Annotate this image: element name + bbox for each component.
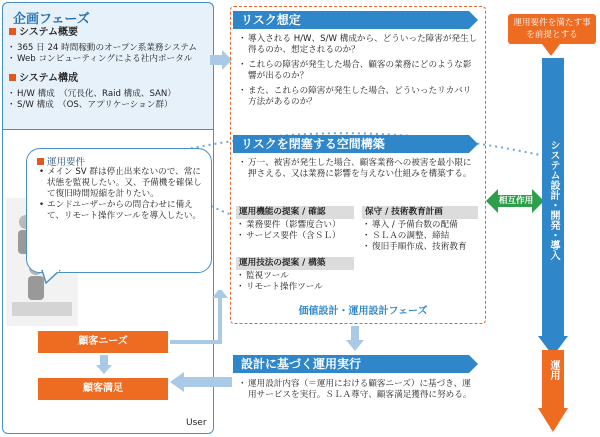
risk-space-list	[240, 158, 478, 180]
user-label: User	[186, 418, 207, 428]
ops-tech-list	[238, 271, 356, 293]
ops-execution-item: ・ 運用設計内容（＝運用における顧客ニーズ）に基づき、運用サービスを実行。ＳＬＡ尊守、顧客満足獲得に努める。	[240, 379, 478, 401]
ops-function-header: 運用機能の提案 / 確認	[236, 206, 354, 219]
config-item: ・ H/W 構成 （冗長化、Raid 構成、SAN）	[9, 89, 214, 100]
planning-phase-title: 企画フェーズ	[13, 12, 90, 27]
customer-needs-box: 顧客ニーズ	[38, 331, 168, 353]
risk-space-item: ・ 万一、被害が発生した場合、顧客業務への被害を最小限に押さえる、又は業務に影響を与えない仕組みを構築する。	[240, 158, 478, 180]
bubble-tail	[40, 270, 64, 284]
maintenance-list	[364, 220, 482, 253]
arrow-needs-to-design	[170, 290, 234, 350]
ops-function-item: ・ サービス要件（含ＳＬ）	[238, 231, 356, 242]
overview-item: ・ Web コンピューティングによる社内ポータル	[9, 54, 214, 65]
config-item: ・ S/W 構成 （OS、アプリケーション群）	[9, 100, 214, 111]
system-overview-title: システム概要	[9, 27, 78, 38]
operation-label: 運用	[548, 360, 559, 380]
arrow-needs-to-satisfaction	[96, 355, 112, 375]
ops-requirement-item: • エンドユーザーからの問合わせに備えて、リモート操作ツールを導入したい。	[39, 200, 207, 222]
ops-requirement-item: • メイン SV 群は停止出来ないので、常に状態を監視したい。又、予備機を確保して復旧時間短縮を計りたい。	[39, 167, 207, 200]
value-design-label: 価値設計・運用設計フェーズ	[298, 306, 428, 317]
risk-item: ・ これらの障害が発生した場合、顧客の業務にどのような影響が出るのか？	[240, 60, 478, 82]
ops-tech-item: ・ リモート操作ツール	[238, 282, 356, 293]
maintenance-header: 保守 / 技術教育計画	[362, 206, 478, 219]
ops-tech-item: ・ 監視ツール	[238, 271, 356, 282]
premise-box: 運用要件を満たす事を前提とする	[508, 14, 596, 44]
customer-satisfaction-box: 顧客満足	[38, 378, 168, 400]
ops-requirements-title: 運用要件	[37, 154, 85, 168]
ops-tech-header: 運用技法の提案 / 構築	[236, 257, 354, 270]
ops-function-list	[238, 220, 356, 242]
interaction-label: 相互作用	[498, 196, 534, 206]
arrow-execution-to-satisfaction	[170, 372, 232, 392]
risk-item: ・ また、これらの障害が発生した場合、どういったリカバリ方法があるのか？	[240, 86, 478, 108]
arrow-design-to-execution	[346, 326, 364, 352]
ops-execution-list	[240, 379, 478, 401]
ops-requirements-bubble	[26, 148, 212, 273]
ops-requirements-list	[39, 167, 207, 222]
maintenance-item: ・ ＳＬＡの調整、締結	[364, 231, 482, 242]
premise-arrow	[540, 44, 562, 58]
maintenance-item: ・ 復旧手順作成、技術教育	[364, 242, 482, 253]
ops-execution-header: 設計に基づく運用実行	[233, 355, 469, 373]
system-flow-label: システム設計・開発・導入	[548, 140, 559, 260]
maintenance-item: ・ 導入 / 予備台数の配備	[364, 220, 482, 231]
risk-item: ・ 導入される H/W、S/W 構成から、どういった障害が発生し得るのか、想定されるのか？	[240, 34, 478, 56]
risk-space-header: リスクを閉塞する空間構築	[233, 135, 469, 153]
ops-function-item: ・ 業務要件（影響度合い）	[238, 220, 356, 231]
overview-item: ・ 365 日 24 時間稼動のオープン系業務システム	[9, 43, 214, 54]
risk-assumption-list	[240, 34, 478, 108]
system-config-title: システム構成	[9, 73, 78, 84]
risk-assumption-header: リスク想定	[233, 11, 469, 29]
